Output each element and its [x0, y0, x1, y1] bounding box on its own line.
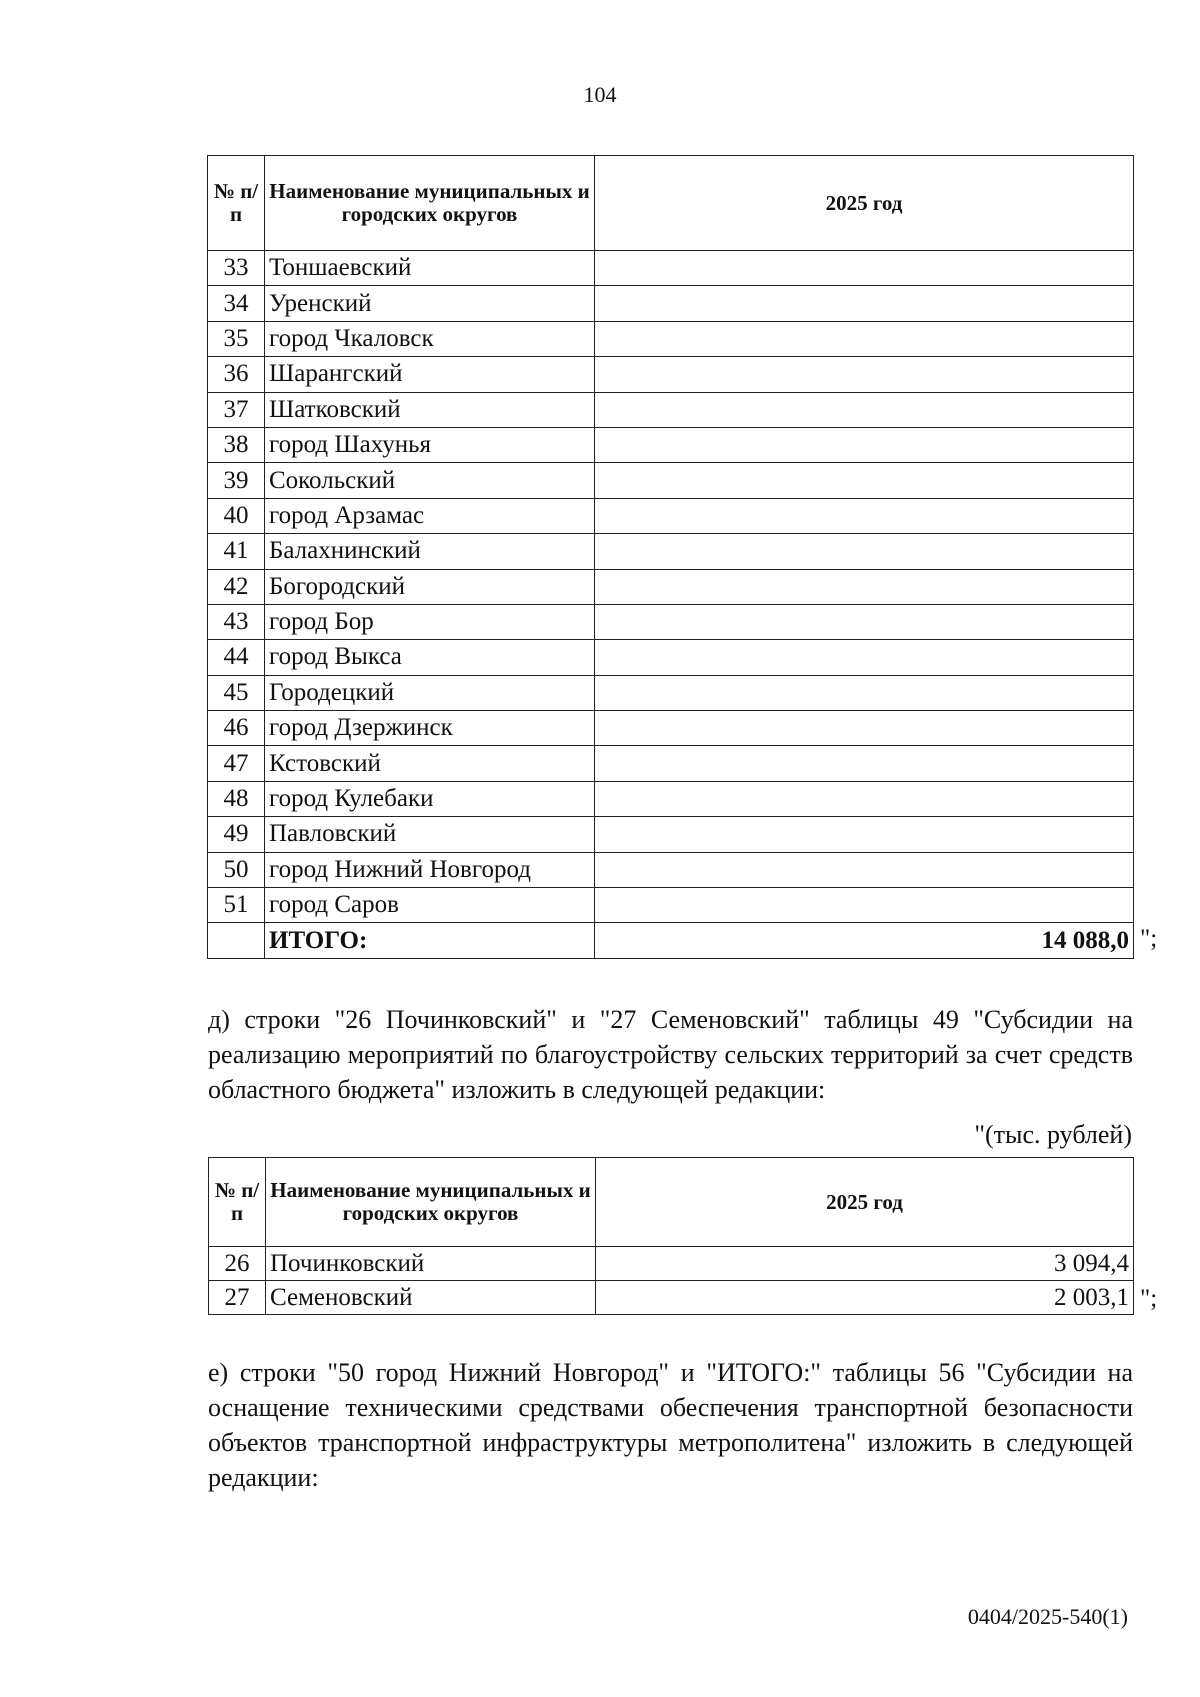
row-name: город Кулебаки: [265, 781, 595, 816]
paragraph-e: е) строки "50 город Нижний Новгород" и "ИТОГО:" таблицы 56 "Субсидии на оснащение техническими средствами обеспечения транспортной безопасности объектов транспортной инфраструктуры метрополитена" изложить в следующей редакции:: [208, 1358, 1133, 1492]
document-code: 0404/2025-540(1): [967, 1604, 1128, 1629]
row-value: [595, 427, 1134, 462]
table2-closing-quote: ";: [1140, 1285, 1158, 1312]
total-row: [208, 923, 1134, 958]
row-value: [595, 640, 1134, 675]
row-name: Богородский: [265, 569, 595, 604]
row-name: город Нижний Новгород: [265, 852, 595, 887]
header-num: № п/п: [209, 1158, 266, 1247]
table-body: [208, 251, 1134, 959]
header-year: 2025 год: [595, 156, 1134, 251]
row-value: [595, 711, 1134, 746]
row-value: [595, 817, 1134, 852]
table-header-row: [209, 1158, 1134, 1247]
table-row: [208, 251, 1134, 286]
row-name: Кстовский: [265, 746, 595, 781]
table-row: [208, 711, 1134, 746]
row-value: [595, 286, 1134, 321]
row-value: [595, 321, 1134, 356]
row-value: [595, 604, 1134, 639]
table-row: [208, 534, 1134, 569]
row-number: 41: [208, 534, 265, 569]
row-number: 46: [208, 711, 265, 746]
row-number: 40: [208, 498, 265, 533]
row-value: [595, 498, 1134, 533]
paragraph-d: д) строки "26 Починковский" и "27 Семеновский" таблицы 49 "Субсидии на реализацию мероприятий по благоустройству сельских территорий за счет средств областного бюджета" изложить в следующей редакции:: [208, 1005, 1133, 1104]
table-row: [208, 675, 1134, 710]
row-value: [595, 251, 1134, 286]
row-number: 35: [208, 321, 265, 356]
row-name: город Выкса: [265, 640, 595, 675]
table-row: [208, 427, 1134, 462]
row-name: Починковский: [266, 1247, 596, 1281]
header-name: Наименование муниципальных и городских округов: [265, 156, 595, 251]
row-name: город Саров: [265, 888, 595, 923]
table-row: [209, 1281, 1134, 1315]
total-label: ИТОГО:: [265, 923, 595, 958]
row-name: Павловский: [265, 817, 595, 852]
table-row: [208, 604, 1134, 639]
row-value: [595, 357, 1134, 392]
table-row: [208, 640, 1134, 675]
table-body: [209, 1247, 1134, 1315]
header-name: Наименование муниципальных и городских округов: [266, 1158, 596, 1247]
row-number: 27: [209, 1281, 266, 1315]
row-number: 47: [208, 746, 265, 781]
row-number: 33: [208, 251, 265, 286]
row-name: Семеновский: [266, 1281, 596, 1315]
row-number: 43: [208, 604, 265, 639]
table-row: [208, 569, 1134, 604]
row-number: 50: [208, 852, 265, 887]
total-value: 14 088,0: [595, 923, 1134, 958]
row-value: [595, 534, 1134, 569]
table-row: [208, 781, 1134, 816]
total-num-cell: [208, 923, 265, 958]
row-number: 36: [208, 357, 265, 392]
table-row: [208, 888, 1134, 923]
row-number: 44: [208, 640, 265, 675]
row-name: город Шахунья: [265, 427, 595, 462]
table-row: [209, 1247, 1134, 1281]
table-row: [208, 321, 1134, 356]
row-number: 48: [208, 781, 265, 816]
table-row: [208, 392, 1134, 427]
row-number: 34: [208, 286, 265, 321]
table-row: [208, 746, 1134, 781]
row-number: 42: [208, 569, 265, 604]
row-number: 37: [208, 392, 265, 427]
row-name: город Бор: [265, 604, 595, 639]
row-number: 38: [208, 427, 265, 462]
row-number: 45: [208, 675, 265, 710]
table1-closing-quote: ";: [1140, 925, 1158, 952]
row-value: 2 003,1: [596, 1281, 1134, 1315]
row-value: [595, 463, 1134, 498]
row-value: [595, 781, 1134, 816]
row-name: город Арзамас: [265, 498, 595, 533]
row-name: город Дзержинск: [265, 711, 595, 746]
row-value: 3 094,4: [596, 1247, 1134, 1281]
row-value: [595, 569, 1134, 604]
subsidy-table-continuation: [207, 155, 1134, 959]
page-number: 104: [583, 82, 617, 107]
row-name: Уренский: [265, 286, 595, 321]
row-name: Шатковский: [265, 392, 595, 427]
row-number: 49: [208, 817, 265, 852]
row-name: Городецкий: [265, 675, 595, 710]
table-row: [208, 357, 1134, 392]
table-row: [208, 498, 1134, 533]
table-row: [208, 286, 1134, 321]
row-number: 39: [208, 463, 265, 498]
table-header-row: [208, 156, 1134, 251]
header-year: 2025 год: [596, 1158, 1134, 1247]
row-name: Балахнинский: [265, 534, 595, 569]
row-number: 51: [208, 888, 265, 923]
subsidy-table-49-rows: [208, 1157, 1134, 1315]
row-value: [595, 888, 1134, 923]
table-row: [208, 817, 1134, 852]
row-value: [595, 392, 1134, 427]
row-name: город Чкаловск: [265, 321, 595, 356]
header-num: № п/п: [208, 156, 265, 251]
row-value: [595, 852, 1134, 887]
row-value: [595, 746, 1134, 781]
row-name: Сокольский: [265, 463, 595, 498]
row-name: Шарангский: [265, 357, 595, 392]
unit-note: "(тыс. рублей): [974, 1120, 1132, 1149]
table-row: [208, 463, 1134, 498]
table-row: [208, 852, 1134, 887]
row-name: Тоншаевский: [265, 251, 595, 286]
row-number: 26: [209, 1247, 266, 1281]
row-value: [595, 675, 1134, 710]
